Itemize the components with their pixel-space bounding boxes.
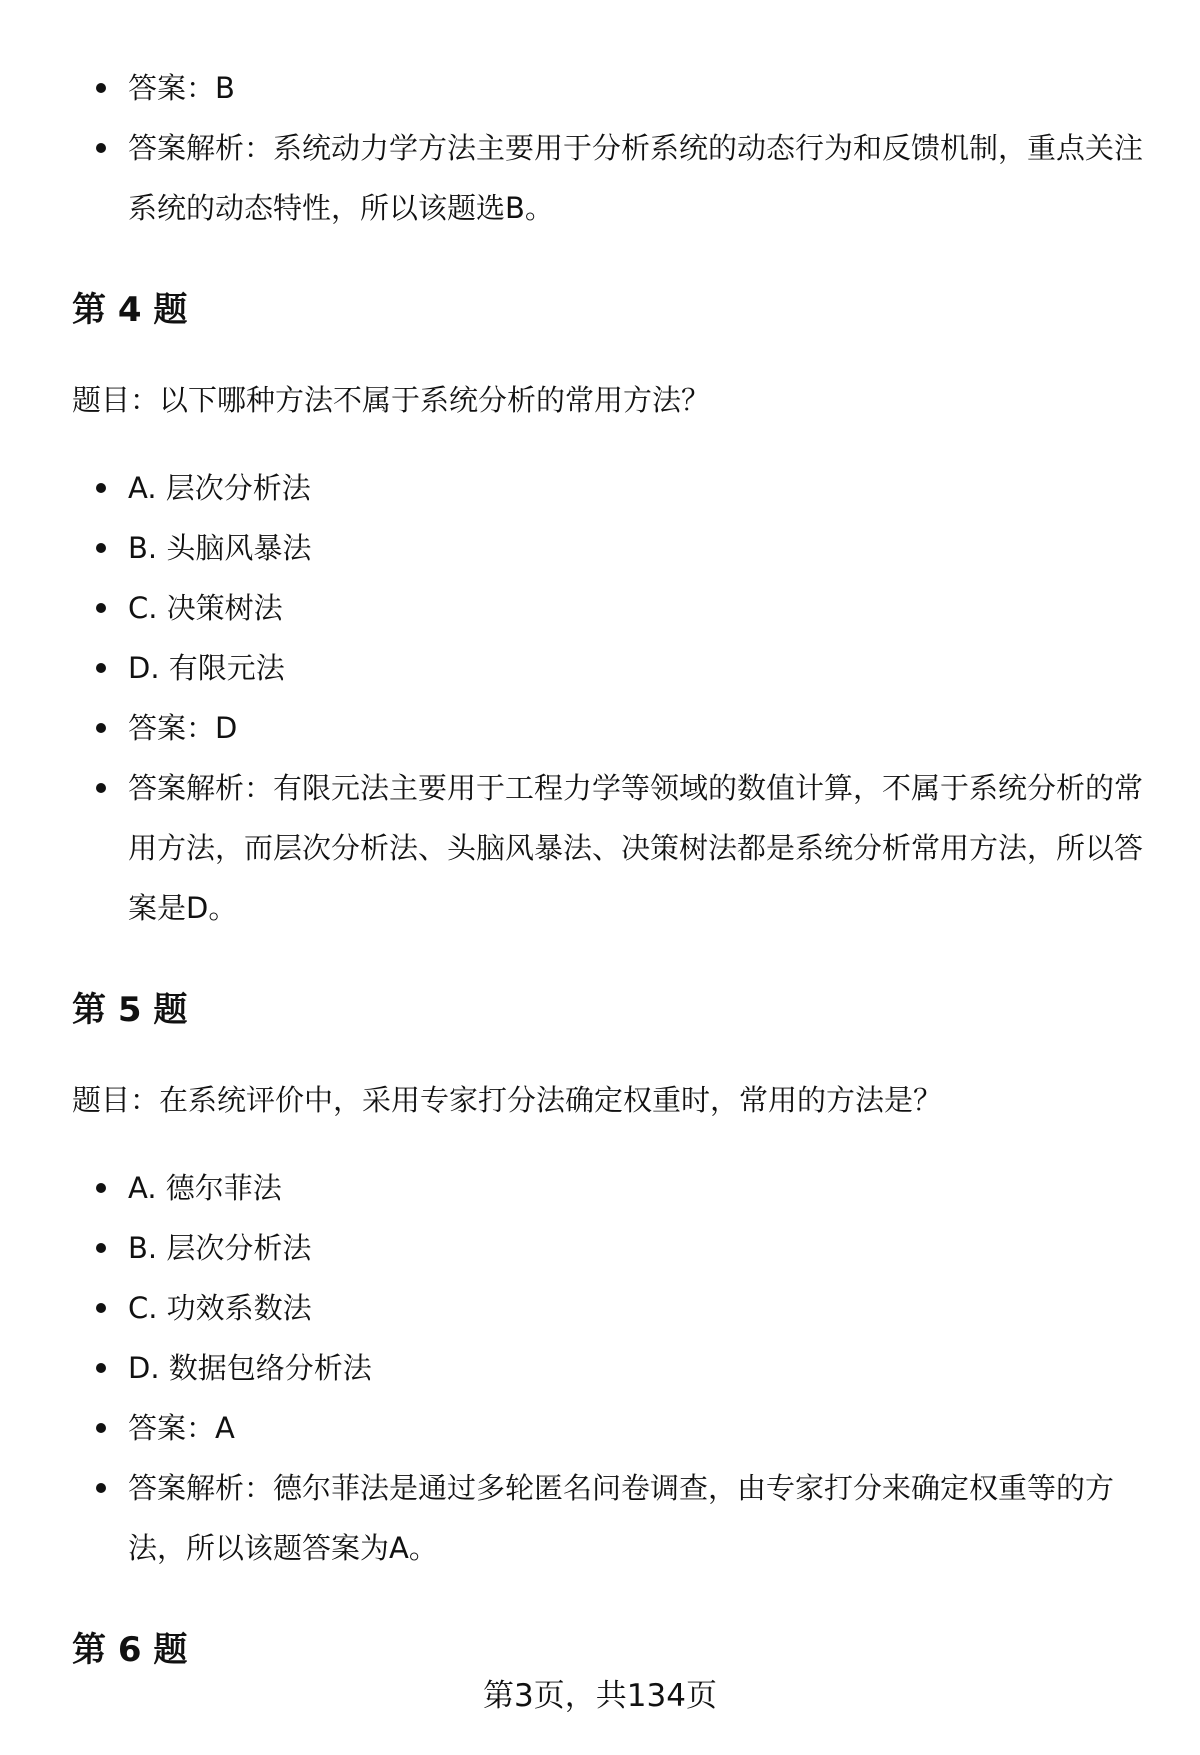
spacer — [72, 1578, 1144, 1630]
q4-option-b: B. 头脑风暴法 — [72, 518, 1144, 578]
q5-option-b: B. 层次分析法 — [72, 1218, 1144, 1278]
q5-option-a: A. 德尔菲法 — [72, 1158, 1144, 1218]
q4-option-a: A. 层次分析法 — [72, 458, 1144, 518]
q4-option-d: D. 有限元法 — [72, 638, 1144, 698]
spacer — [72, 1120, 1144, 1158]
spacer — [72, 420, 1144, 458]
spacer — [72, 238, 1144, 290]
q5-heading: 第 5 题 — [72, 990, 188, 1030]
q5-option-d: D. 数据包络分析法 — [72, 1338, 1144, 1398]
q4-answer: 答案：D — [72, 698, 1144, 758]
q3-answer: 答案：B — [72, 58, 1144, 118]
q4-option-list — [72, 458, 1144, 938]
q5-stem: 题目：在系统评价中，采用专家打分法确定权重时，常用的方法是？ — [72, 1083, 943, 1117]
page-indicator: 第3页，共134页 — [483, 1678, 717, 1714]
q4-heading: 第 4 题 — [72, 290, 188, 330]
q5-answer: 答案：A — [72, 1398, 1144, 1458]
q5-option-list — [72, 1158, 1144, 1578]
q4-stem: 题目：以下哪种方法不属于系统分析的常用方法？ — [72, 383, 711, 417]
spacer — [72, 1030, 1144, 1080]
q4-explanation: 答案解析：有限元法主要用于工程力学等领域的数值计算，不属于系统分析的常用方法，而层次分析法、头脑风暴法、决策树法都是系统分析常用方法，所以答案是D。 — [72, 758, 1144, 938]
spacer — [72, 938, 1144, 990]
q4-option-c: C. 决策树法 — [72, 578, 1144, 638]
q5-option-c: C. 功效系数法 — [72, 1278, 1144, 1338]
spacer — [72, 330, 1144, 380]
q3-explanation: 答案解析：系统动力学方法主要用于分析系统的动态行为和反馈机制，重点关注系统的动态特性，所以该题选B。 — [72, 118, 1144, 238]
q3-answer-list — [72, 58, 1144, 238]
q5-explanation: 答案解析：德尔菲法是通过多轮匿名问卷调查，由专家打分来确定权重等的方法，所以该题答案为A。 — [72, 1458, 1144, 1578]
q6-heading: 第 6 题 — [72, 1630, 188, 1670]
page-content — [72, 58, 1144, 1670]
